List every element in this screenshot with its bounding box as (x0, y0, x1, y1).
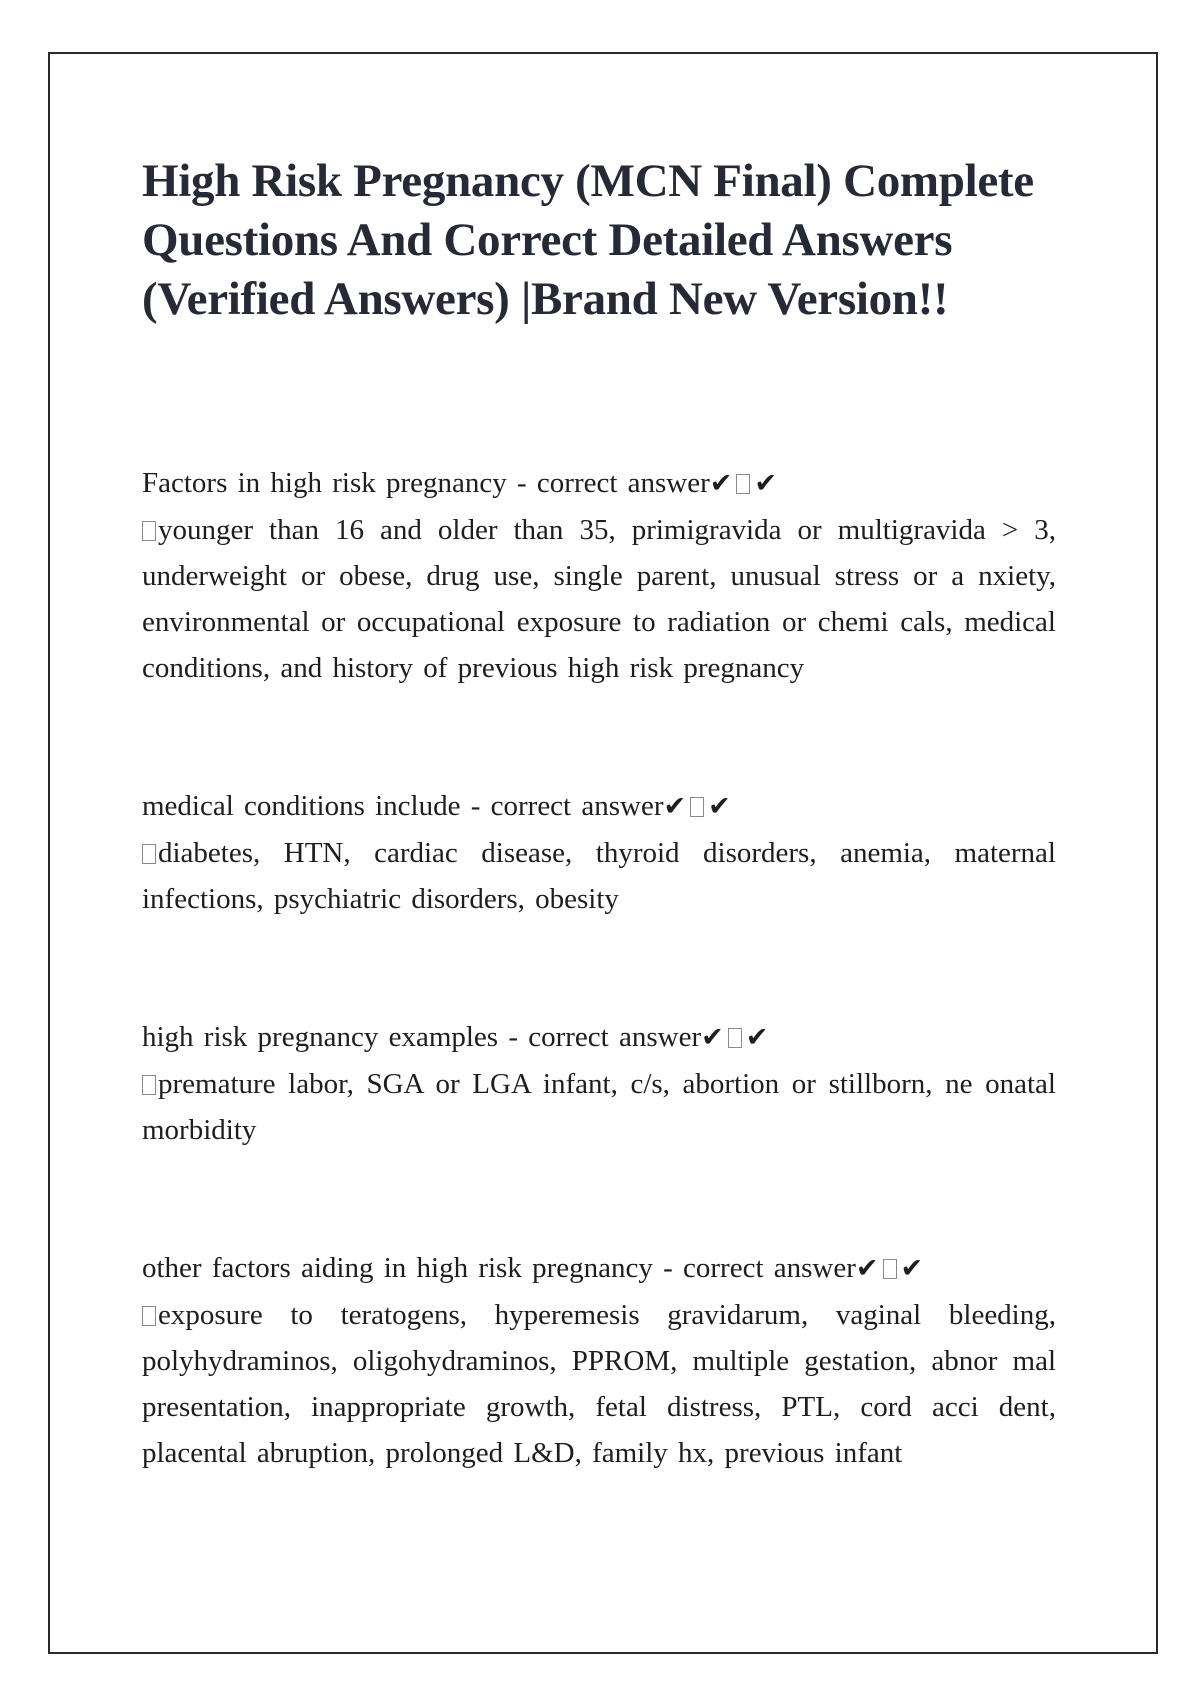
missing-glyph-icon (690, 797, 704, 817)
missing-glyph-icon (142, 1306, 156, 1326)
check-icon: ✔ (900, 1253, 924, 1284)
missing-glyph-icon (142, 521, 156, 541)
check-icon: ✔ (701, 1022, 724, 1053)
answer-text: premature labor, SGA or LGA infant, c/s, abortion or stillborn, ne onatal morbidity (142, 1068, 1056, 1146)
qa-entry (142, 1245, 1056, 1476)
qa-entry (142, 460, 1056, 691)
check-icon: ✔ (708, 791, 731, 822)
answer-text: diabetes, HTN, cardiac disease, thyroid disorders, anemia, maternal infections, psychiatric disorders, obesity (142, 837, 1056, 915)
answer-text: exposure to teratogens, hyperemesis gravidarum, vaginal bleeding, polyhydraminos, oligohydraminos, PPROM, multiple gestation, abnor mal presentation, inappropriate growth, fetal distress, PTL, cord acci dent, placental abruption, prolonged L&D, family hx, previous infant (142, 1299, 1056, 1469)
qa-entry (142, 783, 1056, 922)
check-icon: ✔ (855, 1253, 879, 1284)
missing-glyph-icon (728, 1028, 742, 1048)
check-icon: ✔ (754, 468, 778, 499)
qa-entry (142, 1014, 1056, 1153)
question-text: other factors aiding in high risk pregnancy - correct answer (142, 1252, 856, 1284)
question-text: medical conditions include - correct answer (142, 790, 664, 822)
missing-glyph-icon (142, 1075, 156, 1095)
document-title: High Risk Pregnancy (MCN Final) Complete Questions And Correct Detailed Answers (Verified Answers) |Brand New Version!! (142, 155, 1034, 325)
check-icon: ✔ (663, 791, 687, 822)
missing-glyph-icon (142, 844, 156, 864)
check-icon: ✔ (709, 468, 733, 499)
check-icon: ✔ (745, 1022, 769, 1053)
missing-glyph-icon (736, 474, 750, 494)
missing-glyph-icon (883, 1259, 897, 1279)
question-text: Factors in high risk pregnancy - correct answer (142, 467, 710, 499)
answer-text: younger than 16 and older than 35, primigravida or multigravida > 3, underweight or obese, drug use, single parent, unusual stress or a nxiety, environmental or occupational exposure to radiation or chemi cals, medical conditions, and history of previous high risk pregnancy (142, 514, 1056, 684)
question-text: high risk pregnancy examples - correct answer (142, 1021, 702, 1053)
